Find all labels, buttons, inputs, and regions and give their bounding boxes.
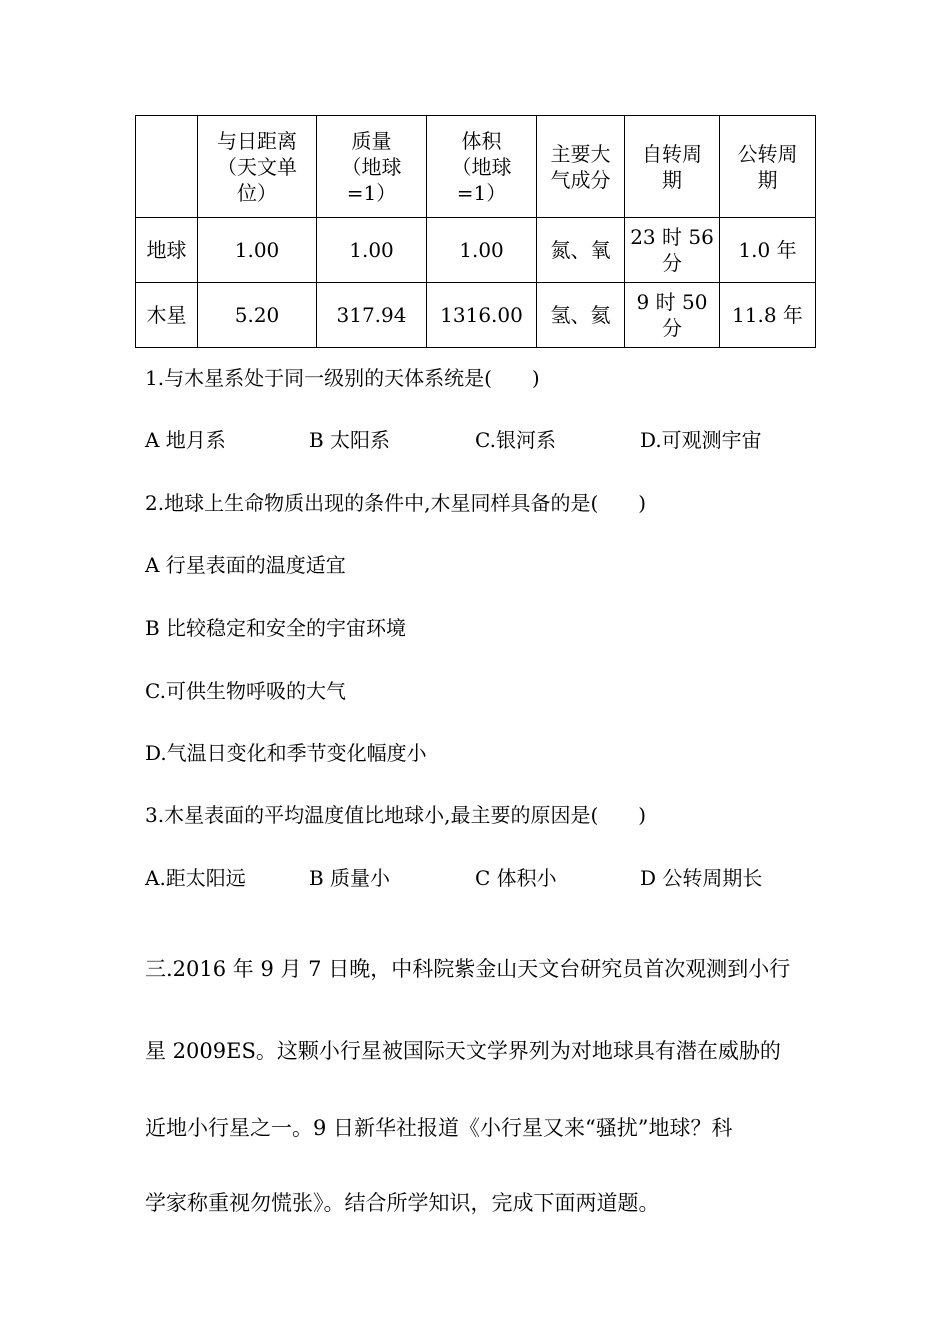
header-volume: 体积 （地球 =1） — [427, 116, 537, 218]
question-2-option-a: A 行星表面的温度适宜 — [145, 553, 346, 577]
cell-mass: 1.00 — [317, 218, 427, 283]
cell-name: 地球 — [136, 218, 198, 283]
cell-rotation: 23 时 56 分 — [625, 218, 720, 283]
section3-line-1: 三.2016 年 9 月 7 日晚，中科院紫金山天文台研究员首次观测到小行 — [145, 957, 791, 981]
cell-atmosphere: 氮、氧 — [537, 218, 625, 283]
cell-volume: 1.00 — [427, 218, 537, 283]
question-3-option-b: B 质量小 — [309, 866, 391, 890]
cell-atmosphere: 氢、氦 — [537, 283, 625, 348]
section3-line-3: 近地小行星之一。9 日新华社报道《小行星又来“骚扰”地球？科 — [145, 1116, 733, 1140]
question-1-stem: 1.与木星系处于同一级别的天体系统是( ) — [145, 366, 540, 390]
cell-rotation: 9 时 50 分 — [625, 283, 720, 348]
header-revolution: 公转周 期 — [720, 116, 816, 218]
cell-name: 木星 — [136, 283, 198, 348]
question-2-option-c: C.可供生物呼吸的大气 — [145, 679, 346, 703]
cell-revolution: 11.8 年 — [720, 283, 816, 348]
cell-volume: 1316.00 — [427, 283, 537, 348]
cell-mass: 317.94 — [317, 283, 427, 348]
cell-revolution: 1.0 年 — [720, 218, 816, 283]
question-3-option-d: D 公转周期长 — [640, 866, 763, 890]
question-2-option-d: D.气温日变化和季节变化幅度小 — [145, 741, 427, 765]
cell-distance: 5.20 — [198, 283, 317, 348]
table-header-row — [136, 116, 816, 218]
header-distance: 与日距离 （天文单 位） — [198, 116, 317, 218]
question-2-option-b: B 比较稳定和安全的宇宙环境 — [145, 616, 407, 640]
section3-line-2: 星 2009ES。这颗小行星被国际天文学界列为对地球具有潜在威胁的 — [145, 1039, 781, 1063]
question-2-stem: 2.地球上生命物质出现的条件中,木星同样具备的是( ) — [145, 491, 647, 515]
header-empty-cell — [136, 116, 198, 218]
question-1-option-b: B 太阳系 — [309, 428, 391, 452]
question-1-option-d: D.可观测宇宙 — [640, 428, 762, 452]
question-3-option-c: C 体积小 — [475, 866, 557, 890]
question-3-stem: 3.木星表面的平均温度值比地球小,最主要的原因是( ) — [145, 803, 647, 827]
header-mass: 质量 （地球 =1） — [317, 116, 427, 218]
table-row-jupiter — [136, 283, 816, 348]
cell-distance: 1.00 — [198, 218, 317, 283]
question-1-option-c: C.银河系 — [475, 428, 556, 452]
header-rotation: 自转周 期 — [625, 116, 720, 218]
header-atmosphere: 主要大 气成分 — [537, 116, 625, 218]
table-row-earth — [136, 218, 816, 283]
question-1-option-a: A 地月系 — [145, 428, 226, 452]
planet-comparison-table — [135, 115, 816, 348]
question-3-option-a: A.距太阳远 — [145, 866, 246, 890]
section3-line-4: 学家称重视勿慌张》。结合所学知识，完成下面两道题。 — [145, 1191, 660, 1215]
